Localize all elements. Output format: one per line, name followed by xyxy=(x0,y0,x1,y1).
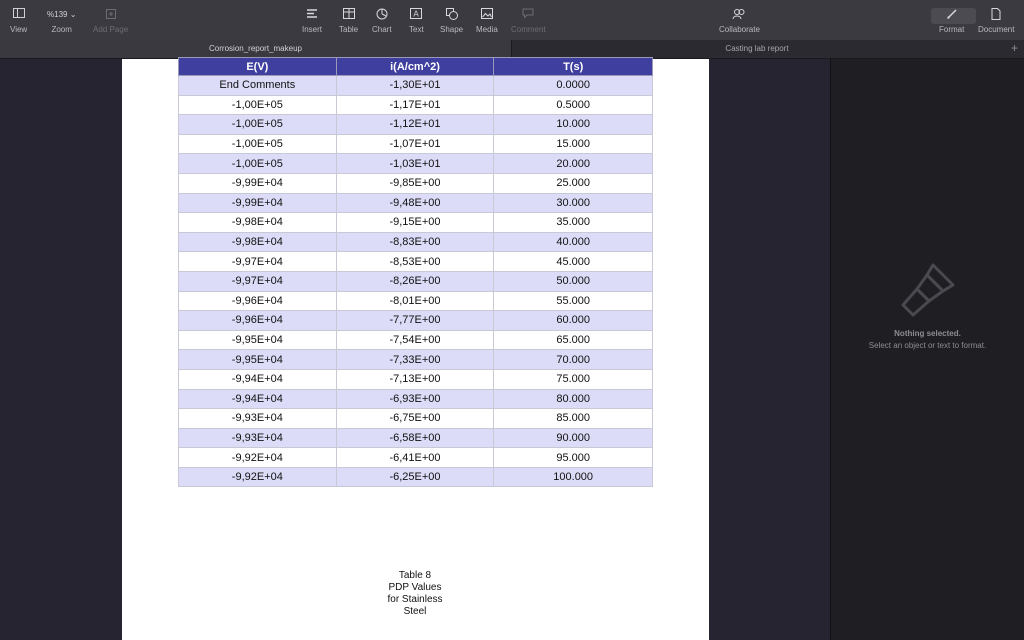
cell-current-density[interactable]: -1,07E+01 xyxy=(336,134,494,154)
new-tab-icon[interactable]: + xyxy=(1010,41,1018,55)
text-box-icon xyxy=(410,8,422,22)
format-sidebar xyxy=(831,59,1024,640)
cell-time[interactable]: 80.000 xyxy=(494,389,653,409)
table-row xyxy=(179,389,653,409)
cell-ev[interactable]: -1,00E+05 xyxy=(179,95,337,115)
comment-button[interactable] xyxy=(511,8,546,35)
insert-icon xyxy=(306,8,318,22)
cell-time[interactable]: 20.000 xyxy=(494,154,653,174)
cell-current-density[interactable]: -6,58E+00 xyxy=(336,428,494,448)
caption-line: PDP Values xyxy=(388,582,442,593)
nothing-selected-title: Nothing selected. xyxy=(894,329,961,338)
tab-casting-lab-report[interactable]: Casting lab report xyxy=(725,44,789,53)
cell-current-density[interactable]: -7,13E+00 xyxy=(336,369,494,389)
chart-label: Chart xyxy=(372,25,392,34)
table-row xyxy=(179,252,653,272)
cell-time[interactable]: 75.000 xyxy=(494,369,653,389)
cell-time[interactable]: 40.000 xyxy=(494,232,653,252)
document-page[interactable] xyxy=(122,59,709,640)
table-row xyxy=(179,232,653,252)
text-button[interactable] xyxy=(409,8,424,35)
table-row xyxy=(179,369,653,389)
shape-button[interactable] xyxy=(440,8,463,35)
add-page-button[interactable] xyxy=(93,8,128,35)
svg-text:A: A xyxy=(413,9,419,19)
cell-ev[interactable]: -1,00E+05 xyxy=(179,115,337,135)
cell-time[interactable]: 90.000 xyxy=(494,428,653,448)
zoom-value-row xyxy=(47,8,76,22)
column-header-ev[interactable]: E(V) xyxy=(179,58,337,76)
table-caption[interactable] xyxy=(375,570,455,618)
cell-ev[interactable]: -9,93E+04 xyxy=(179,428,337,448)
cell-ev[interactable]: -9,98E+04 xyxy=(179,213,337,233)
cell-current-density[interactable]: -1,03E+01 xyxy=(336,154,494,174)
view-button[interactable] xyxy=(10,8,27,35)
table-row xyxy=(179,76,653,96)
add-page-icon xyxy=(105,8,117,22)
cell-time[interactable]: 60.000 xyxy=(494,311,653,331)
document-label: Document xyxy=(978,25,1015,34)
shape-icon xyxy=(446,8,458,22)
cell-ev[interactable]: -9,94E+04 xyxy=(179,389,337,409)
chevron-down-icon: ⌄ xyxy=(69,10,77,19)
cell-time[interactable]: 100.000 xyxy=(494,467,653,487)
cell-current-density[interactable]: -8,26E+00 xyxy=(336,271,494,291)
cell-ev[interactable]: -9,97E+04 xyxy=(179,271,337,291)
cell-time[interactable]: 65.000 xyxy=(494,330,653,350)
photo-icon xyxy=(481,8,493,22)
format-label: Format xyxy=(939,25,965,34)
table-row xyxy=(179,213,653,233)
cell-ev[interactable]: -9,92E+04 xyxy=(179,448,337,468)
cell-ev[interactable]: -9,99E+04 xyxy=(179,173,337,193)
paintbrush-icon xyxy=(946,8,958,22)
table-row xyxy=(179,311,653,331)
cell-ev[interactable]: -9,95E+04 xyxy=(179,330,337,350)
table-row xyxy=(179,134,653,154)
paintbrush-icon xyxy=(899,259,959,319)
cell-current-density[interactable]: -6,93E+00 xyxy=(336,389,494,409)
cell-time[interactable]: 15.000 xyxy=(494,134,653,154)
table-icon xyxy=(343,8,355,22)
cell-ev[interactable]: -9,97E+04 xyxy=(179,252,337,272)
insert-button[interactable] xyxy=(302,8,322,35)
toolbar xyxy=(0,0,1024,40)
column-header-current-density[interactable]: i(A/cm^2) xyxy=(336,58,494,76)
cell-time[interactable]: 45.000 xyxy=(494,252,653,272)
cell-current-density[interactable]: -9,48E+00 xyxy=(336,193,494,213)
table-row xyxy=(179,409,653,429)
table-label: Table xyxy=(339,25,359,34)
cell-current-density[interactable]: -6,41E+00 xyxy=(336,448,494,468)
cell-time[interactable]: 0.5000 xyxy=(494,95,653,115)
zoom-control[interactable] xyxy=(47,8,76,35)
media-button[interactable] xyxy=(476,8,498,35)
cell-ev[interactable]: -9,96E+04 xyxy=(179,291,337,311)
cell-time[interactable]: 95.000 xyxy=(494,448,653,468)
table-row xyxy=(179,115,653,135)
nothing-selected-hint: Select an object or text to format. xyxy=(868,341,987,350)
caption-line: for Stainless xyxy=(387,594,443,605)
tab-corrosion-report[interactable]: Corrosion_report_makeup xyxy=(0,40,511,58)
cell-ev[interactable]: -9,92E+04 xyxy=(179,467,337,487)
cell-ev[interactable]: -1,00E+05 xyxy=(179,154,337,174)
cell-ev[interactable]: -9,98E+04 xyxy=(179,232,337,252)
chart-icon xyxy=(376,8,388,22)
cell-ev[interactable]: -9,96E+04 xyxy=(179,311,337,331)
document-button[interactable] xyxy=(978,8,1014,35)
shape-label: Shape xyxy=(440,25,464,34)
table-row xyxy=(179,291,653,311)
cell-current-density[interactable]: -6,25E+00 xyxy=(336,467,494,487)
cell-current-density[interactable]: -8,01E+00 xyxy=(336,291,494,311)
table-row xyxy=(179,448,653,468)
collaborate-label: Collaborate xyxy=(719,25,760,34)
zoom-label: Zoom xyxy=(51,25,72,34)
table-button[interactable] xyxy=(339,8,358,35)
table-header-row xyxy=(179,58,653,76)
table-body xyxy=(179,76,653,487)
cell-current-density[interactable]: -6,75E+00 xyxy=(336,409,494,429)
sidebar-toggle-icon xyxy=(13,8,25,22)
cell-current-density[interactable]: -7,77E+00 xyxy=(336,311,494,331)
cell-current-density[interactable]: -1,30E+01 xyxy=(336,76,494,96)
caption-line: Steel xyxy=(403,606,427,617)
text-label: Text xyxy=(409,25,424,34)
zoom-value: %139 xyxy=(47,10,68,19)
cell-current-density[interactable]: -7,54E+00 xyxy=(336,330,494,350)
table-row xyxy=(179,350,653,370)
cell-ev[interactable]: -9,93E+04 xyxy=(179,409,337,429)
view-label: View xyxy=(10,25,28,34)
cell-time[interactable]: 70.000 xyxy=(494,350,653,370)
collaborate-button[interactable] xyxy=(719,8,760,35)
table-row xyxy=(179,330,653,350)
add-page-label: Add Page xyxy=(93,25,129,34)
caption-line: Table 8 xyxy=(398,570,432,581)
column-header-time[interactable]: T(s) xyxy=(494,58,653,76)
table-row xyxy=(179,173,653,193)
comment-icon xyxy=(522,8,534,22)
cell-ev[interactable]: End Comments xyxy=(179,76,337,96)
cell-current-density[interactable]: -8,53E+00 xyxy=(336,252,494,272)
cell-current-density[interactable]: -1,17E+01 xyxy=(336,95,494,115)
cell-ev[interactable]: -9,99E+04 xyxy=(179,193,337,213)
cell-ev[interactable]: -1,00E+05 xyxy=(179,134,337,154)
collaborate-icon xyxy=(732,8,746,22)
cell-time[interactable]: 85.000 xyxy=(494,409,653,429)
document-icon xyxy=(991,8,1001,22)
table-row xyxy=(179,95,653,115)
cell-time[interactable]: 50.000 xyxy=(494,271,653,291)
comment-label: Comment xyxy=(511,25,546,34)
chart-button[interactable] xyxy=(372,8,392,35)
table-row xyxy=(179,467,653,487)
insert-label: Insert xyxy=(302,25,323,34)
cell-time[interactable]: 55.000 xyxy=(494,291,653,311)
table-row xyxy=(179,428,653,448)
cell-ev[interactable]: -9,95E+04 xyxy=(179,350,337,370)
table-row xyxy=(179,271,653,291)
cell-current-density[interactable]: -9,85E+00 xyxy=(336,173,494,193)
cell-current-density[interactable]: -9,15E+00 xyxy=(336,213,494,233)
format-button[interactable] xyxy=(939,8,964,35)
cell-current-density[interactable]: -8,83E+00 xyxy=(336,232,494,252)
cell-time[interactable]: 35.000 xyxy=(494,213,653,233)
table-row xyxy=(179,193,653,213)
cell-current-density[interactable]: -1,12E+01 xyxy=(336,115,494,135)
cell-ev[interactable]: -9,94E+04 xyxy=(179,369,337,389)
cell-time[interactable]: 30.000 xyxy=(494,193,653,213)
cell-time[interactable]: 25.000 xyxy=(494,173,653,193)
cell-time[interactable]: 0.0000 xyxy=(494,76,653,96)
table-row xyxy=(179,154,653,174)
media-label: Media xyxy=(476,25,498,34)
pdp-values-table[interactable] xyxy=(178,57,653,487)
cell-time[interactable]: 10.000 xyxy=(494,115,653,135)
cell-current-density[interactable]: -7,33E+00 xyxy=(336,350,494,370)
